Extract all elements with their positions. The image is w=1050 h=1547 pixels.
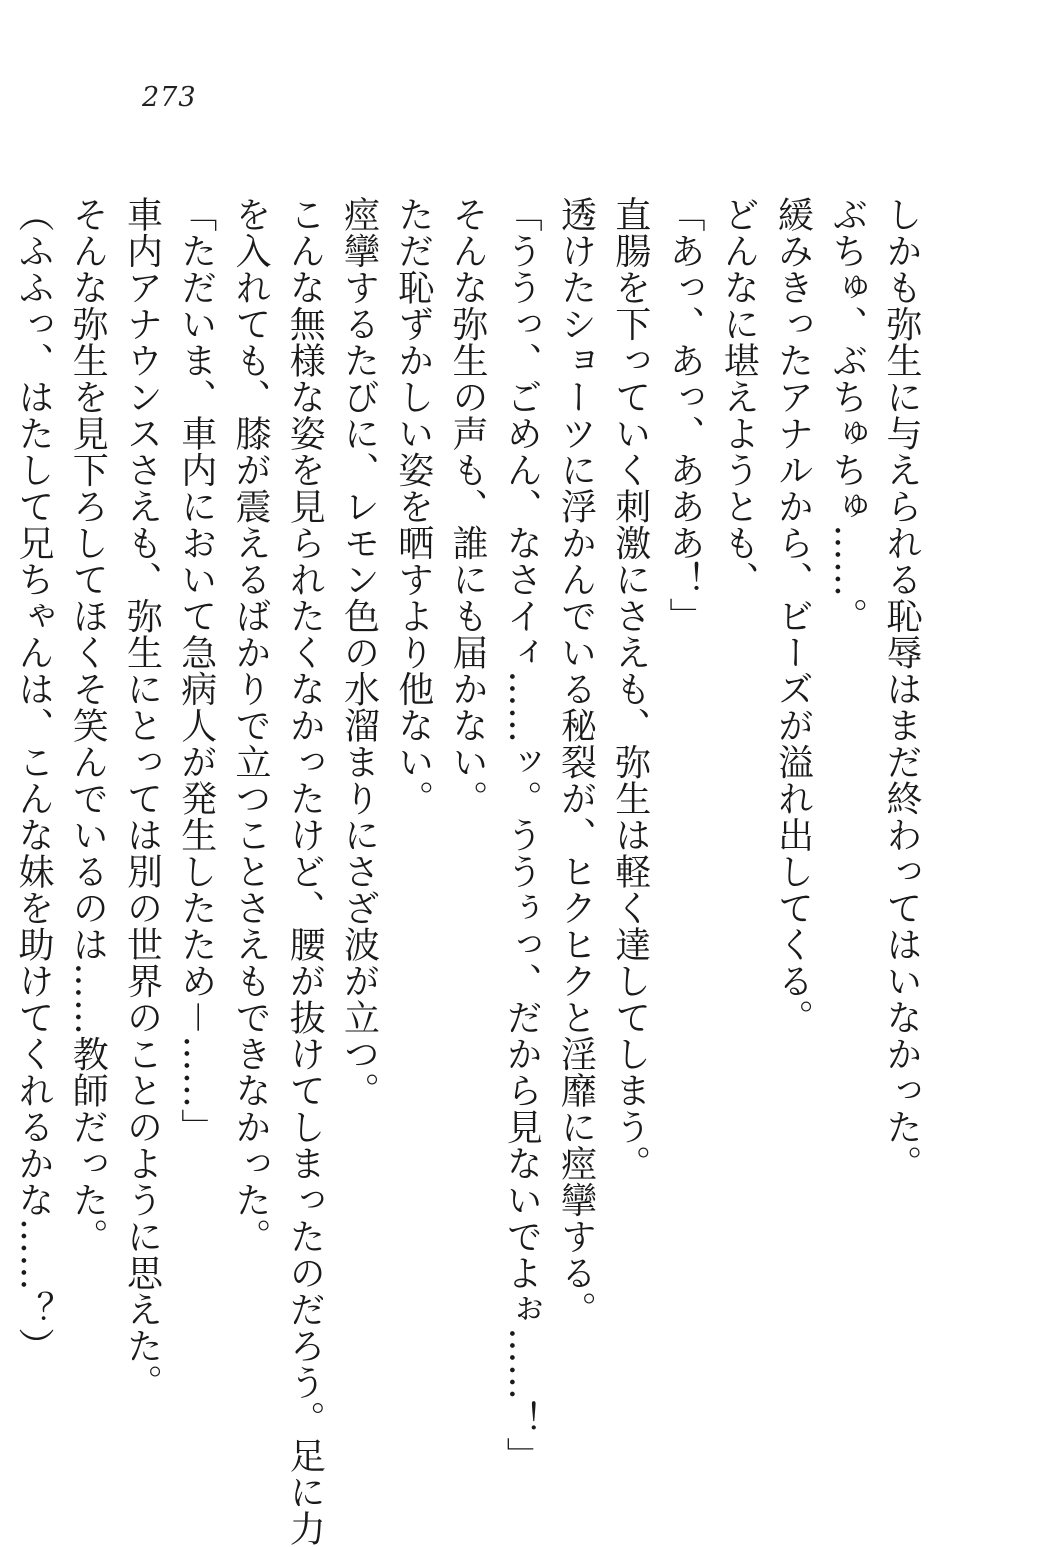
text-line: 透けたショーツに浮かんでいる秘裂が、ヒクヒクと淫靡に痙攣する。 <box>555 196 597 1328</box>
text-line: 「ううっ、ごめん、なさイィ……ッ。ううぅっ、だから見ないでよぉ……！」 <box>501 196 543 1474</box>
text-line: そんな弥生の声も、誰にも届かない。 <box>447 196 488 817</box>
text-line: を入れても、膝が震えるばかりで立つことさえもできなかった。 <box>230 196 271 1255</box>
body-text <box>6 196 928 1547</box>
text-line: （ふふっ、はたして兄ちゃんは、こんな妹を助けてくれるかな……？） <box>13 196 54 1364</box>
text-line: こんな無様な姿を見られたくなかったけど、腰が抜けてしまったのだろう。足に力 <box>284 196 326 1547</box>
text-line: どんなに堪えようとも、 <box>718 196 760 598</box>
text-line: しかも弥生に与えられる恥辱はまだ終わってはいなかった。 <box>881 196 922 1182</box>
page-number: 273 <box>142 82 197 113</box>
text-line: ぶちゅ、ぶちゅちゅ……。 <box>826 196 868 634</box>
text-line: 痙攣するたびに、レモン色の水溜まりにさざ波が立つ。 <box>338 196 380 1109</box>
text-line: ただ恥ずかしい姿を晒すより他ない。 <box>392 196 434 817</box>
text-line: 「あっ、あっ、あああ！」 <box>664 196 705 634</box>
text-line: そんな弥生を見下ろしてほくそ笑んでいるのは……教師だった。 <box>67 196 109 1255</box>
text-line: 直腸を下っていく刺激にさえも、弥生は軽く達してしまう。 <box>609 196 651 1182</box>
text-line: 「ただいま、車内において急病人が発生したため－……」 <box>175 196 217 1145</box>
text-line: 車内アナウンスさえも、弥生にとっては別の世界のことのように思えた。 <box>121 196 163 1401</box>
text-line: 緩みきったアナルから、ビーズが溢れ出してくる。 <box>772 196 814 1036</box>
